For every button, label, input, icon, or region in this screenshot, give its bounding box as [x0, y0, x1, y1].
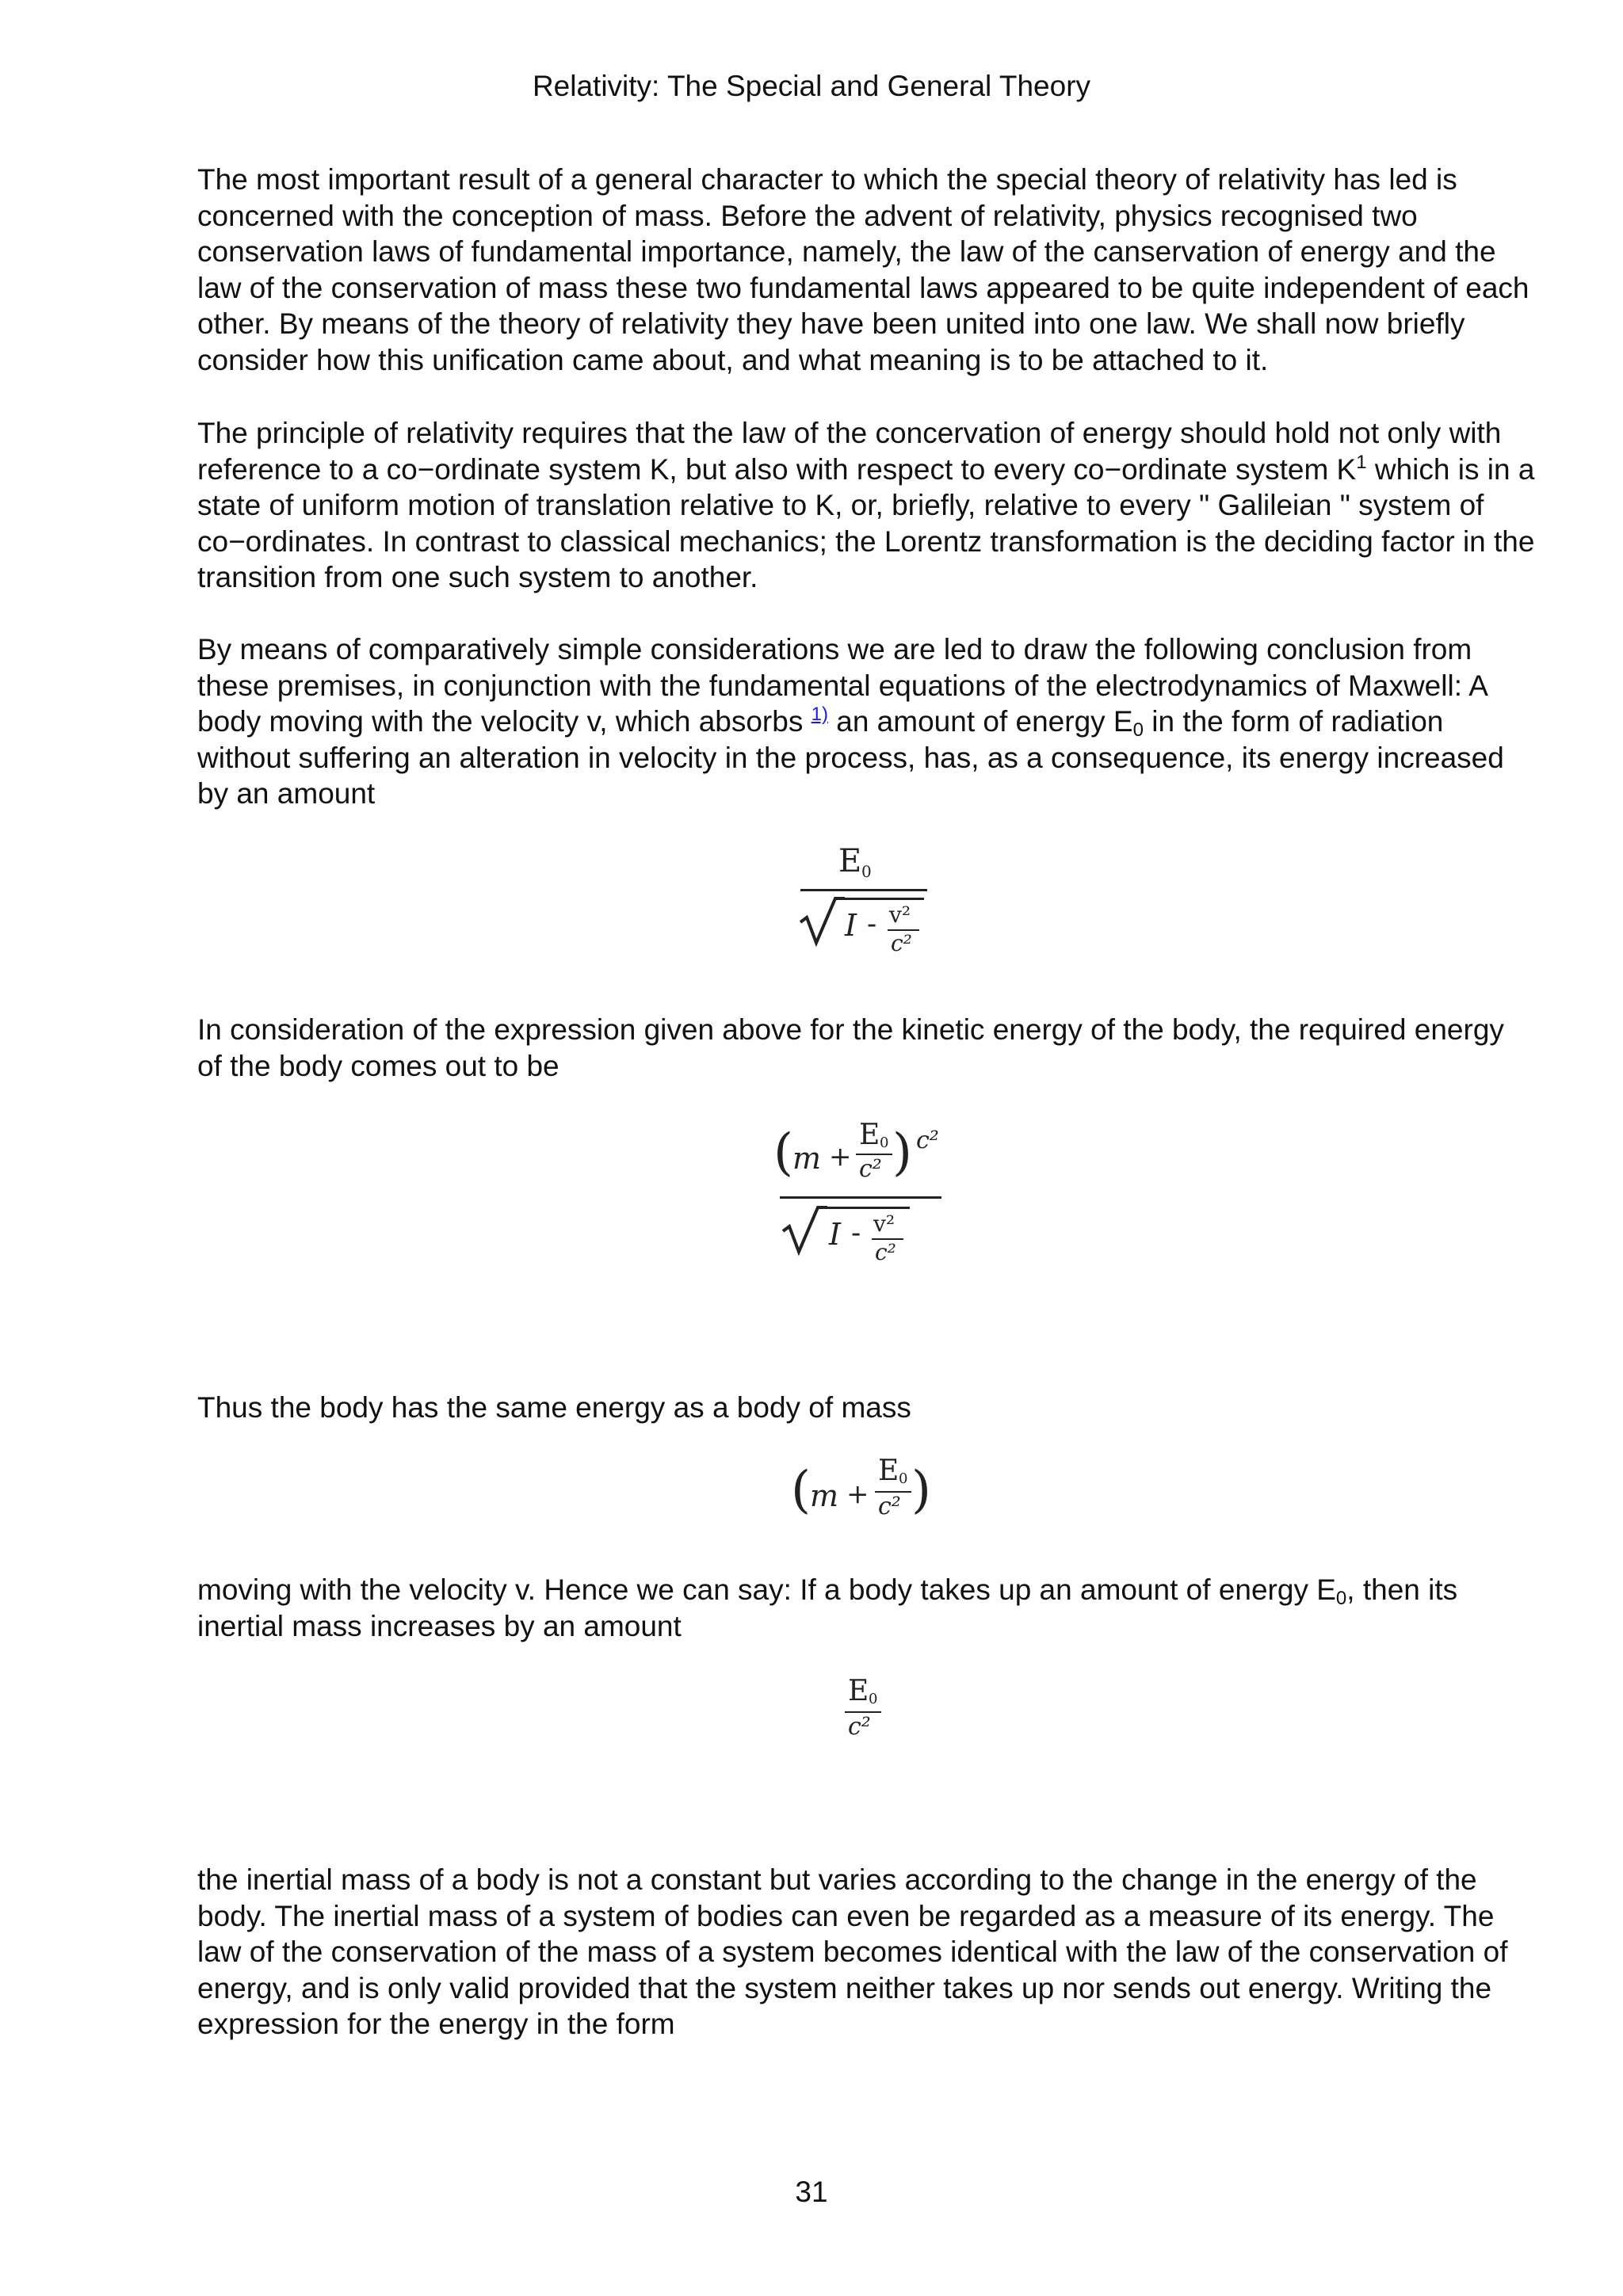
eq1-radical-bar: [842, 898, 924, 900]
eq2-radical-bar: [824, 1207, 910, 1209]
footnote-link[interactable]: 1): [811, 704, 828, 725]
paragraph-inertial-mass-increase: [197, 1572, 1537, 1644]
equation-mass-increase: [843, 1675, 899, 1754]
eq1-numerator-E: E: [838, 843, 862, 879]
paragraph-text: By means of comparatively simple considerations we are led to draw the following conclusion from these premises, in conjunction with the fundamental equations of the electrodynamics of Maxwell: A body moving with the velocity v, which absorbs: [197, 633, 1487, 738]
superscript-one: 1: [1356, 451, 1367, 473]
equation-energy-increase: [792, 843, 935, 978]
eq3-right-paren: ): [911, 1461, 931, 1520]
eq3-E: E: [878, 1455, 899, 1487]
eq1-minus: -: [867, 908, 877, 940]
eq1-v-squared: v²: [889, 902, 911, 928]
paragraph-kinetic-energy: In consideration of the expression given above for the kinetic energy of the body, the required energy of the body comes out to be: [197, 1013, 1504, 1082]
eq2-plus: +: [829, 1141, 852, 1173]
paragraph-energy-absorption: [197, 631, 1537, 812]
eq1-one: I: [845, 908, 857, 943]
eq1-c-squared: c²: [891, 930, 912, 956]
paragraph-text: moving with the velocity v. Hence we can say: If a body takes up an amount of energy E: [197, 1573, 1336, 1606]
eq3-E-sub: 0: [899, 1470, 908, 1487]
eq2-m: m: [792, 1141, 822, 1176]
eq2-v-squared: v²: [873, 1211, 896, 1237]
eq2-right-paren: ): [892, 1123, 912, 1182]
eq3-c-squared: c²: [878, 1493, 901, 1520]
eq4-c-squared: c²: [848, 1713, 871, 1741]
eq2-minus: -: [851, 1217, 861, 1249]
paragraph-same-energy: Thus the body has the same energy as a body of mass: [197, 1391, 911, 1424]
eq2-c-squared: c²: [859, 1155, 882, 1183]
eq2-outer-c-squared: c²: [916, 1127, 939, 1154]
equation-required-energy: [773, 1119, 948, 1293]
paragraph-text: The principle of relativity requires that the law of the concervation of energy should hold not only with reference to a co−ordinate system K, but also with respect to every co−ordinate system K: [197, 417, 1502, 486]
paragraph-principle-of-relativity: [197, 415, 1537, 596]
subscript-zero: 0: [1335, 1588, 1347, 1609]
eq2-radical-sign: [781, 1203, 829, 1258]
running-header: Relativity: The Special and General Theory: [532, 70, 1091, 102]
page-number: 31: [795, 2176, 828, 2208]
eq1-numerator-sub: 0: [861, 862, 872, 881]
subscript-zero: 0: [1132, 719, 1144, 741]
eq2-E-sub: 0: [880, 1135, 889, 1151]
eq1-fraction-bar: [800, 889, 927, 891]
eq4-E-sub: 0: [869, 1691, 878, 1707]
eq2-den-c-squared: c²: [875, 1239, 896, 1265]
paragraph-text: , then its inertial mass increases by an amount: [197, 1573, 1458, 1642]
eq2-E: E: [859, 1119, 880, 1151]
paragraph-text: an amount of energy E: [827, 705, 1133, 738]
paragraph-mass-conception: The most important result of a general character to which the special theory of relativity has led is concerned with the conception of mass. Before the advent of relativity, physics recognised two conservation laws of fundamental importance, namely, the law of the canservation of energy and the law of the conservation of mass these two fundamental laws appeared to be quite independent of each other. By means of the theory of relativity they have been united into one law. We shall now briefly consider how this unification came about, and what meaning is to be attached to it.: [197, 163, 1529, 376]
equation-equivalent-mass: [791, 1455, 941, 1542]
eq2-one: I: [829, 1217, 842, 1252]
eq3-left-paren: (: [791, 1461, 811, 1520]
eq2-left-paren: (: [773, 1123, 793, 1182]
eq1-radical-sign: [799, 894, 846, 949]
paragraph-text: which is in a state of uniform motion of translation relative to K, or, briefly, relative to every " Galileian " system of co−ordinates. In contrast to classical mechanics; the Lorentz transformation is the deciding factor in the transition from one such system to another.: [197, 452, 1535, 593]
paragraph-text: in the form of radiation without suffering an alteration in velocity in the process, has, as a consequence, its energy increased by an amount: [197, 705, 1504, 810]
eq2-fraction-bar: [780, 1196, 941, 1199]
eq3-plus: +: [846, 1478, 869, 1510]
eq4-E: E: [848, 1675, 869, 1707]
paragraph-inertial-mass-not-constant: the inertial mass of a body is not a constant but varies according to the change in the energy of the body. The inertial mass of a system of bodies can even be regarded as a measure of its energy. The law of the conservation of the mass of a system becomes identical with the law of the conservation of energy, and is only valid provided that the system neither takes up nor sends out energy. Writing the expression for the energy in the form: [197, 1863, 1508, 2040]
eq3-m: m: [810, 1478, 839, 1513]
